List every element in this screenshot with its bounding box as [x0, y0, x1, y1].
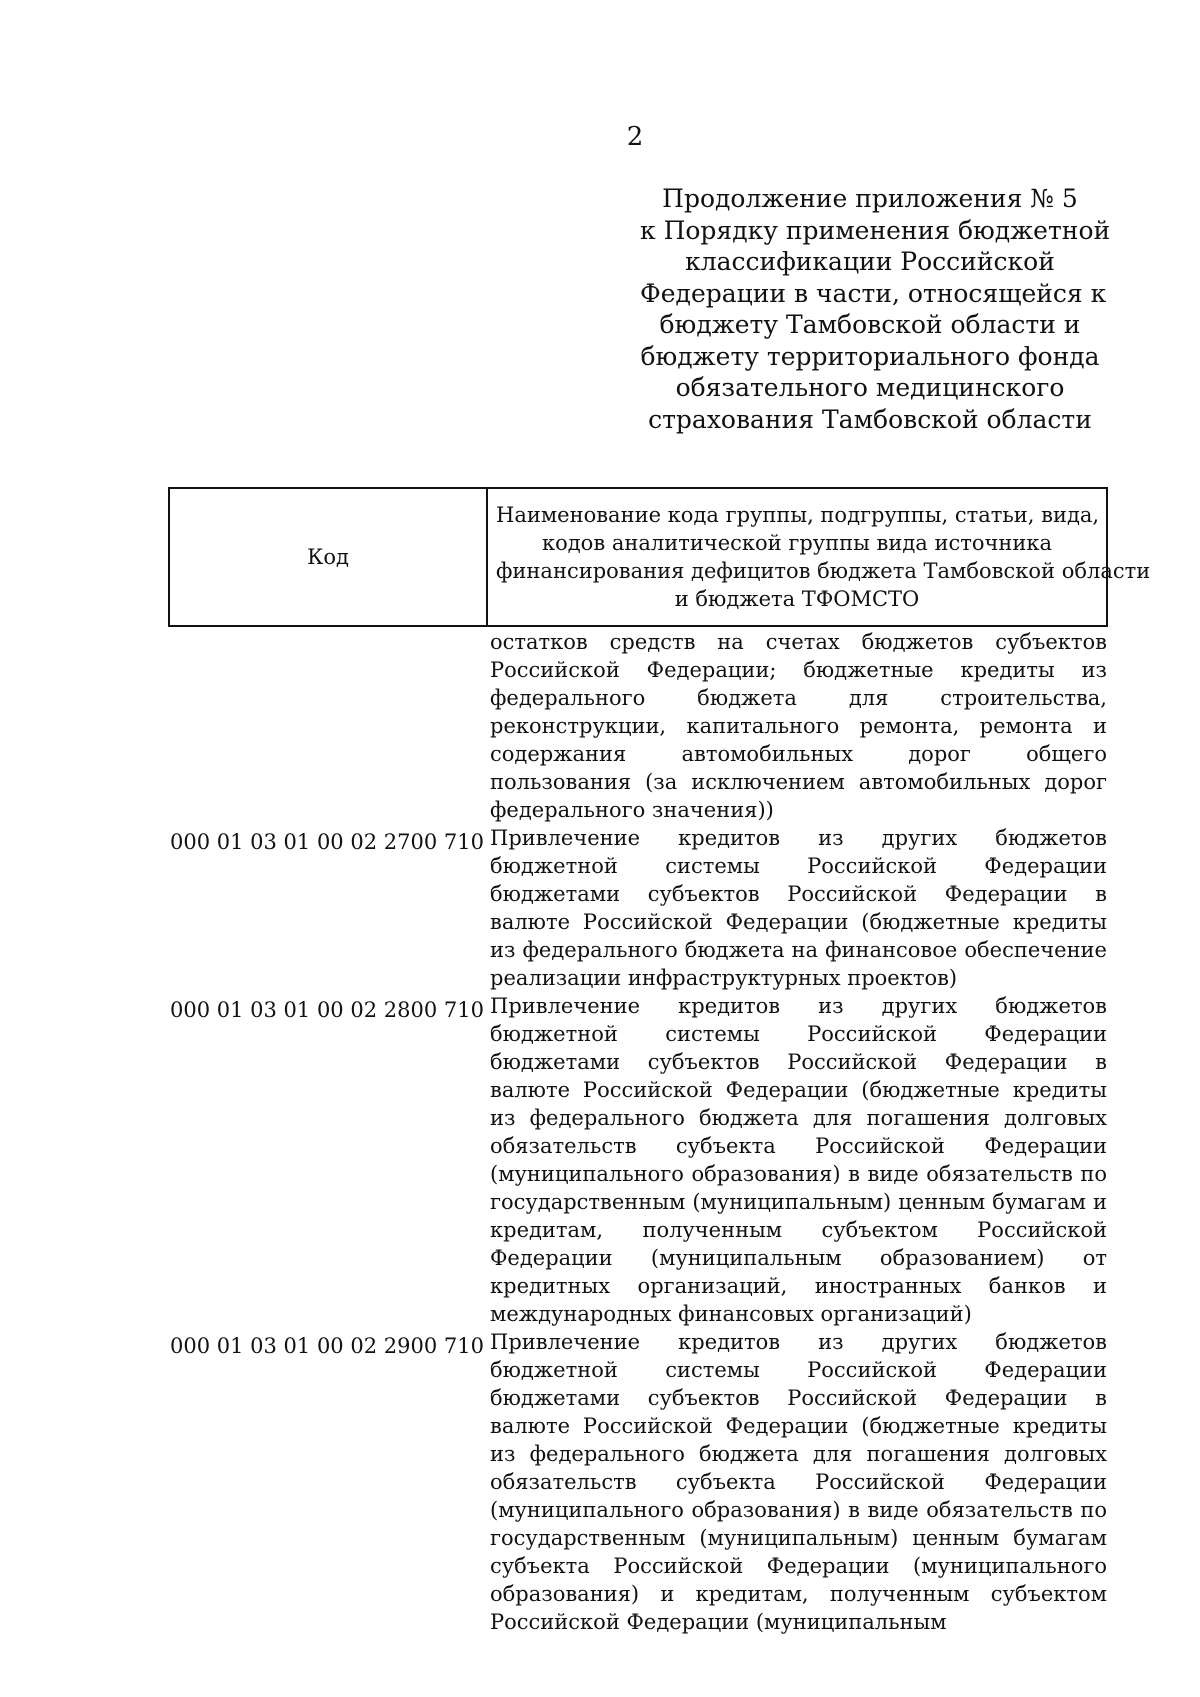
table-body — [170, 628, 1110, 1636]
row-description: Привлечение кредитов из других бюджетов бюджетной системы Российской Федерации бюджетами субъектов Российской Федерации в валюте Российской Федерации (бюджетные кредиты из федерального бюджета для погашения долговых обязательств субъекта Российской Федерации (муниципального образования) в виде обязательств по государственным (муниципальным) ценным бумагам и кредитам, полученным субъектом Российской Федерации (муниципальным образованием) от кредитных организаций, иностранных банков и международных финансовых организаций) — [490, 994, 1107, 1326]
codes-table-header — [168, 487, 1151, 627]
table-row — [170, 824, 1110, 992]
row-code: 000 01 03 01 00 02 2700 710 — [170, 830, 484, 854]
column-header-name-line: финансирования дефицитов бюджета Тамбовской области — [496, 559, 1151, 583]
appendix-header-line: к Порядку применения бюджетной — [640, 215, 1111, 245]
column-header-code: Код — [169, 488, 487, 626]
appendix-header-line: Продолжение приложения № 5 — [662, 184, 1078, 213]
row-code — [170, 628, 490, 632]
table-row — [170, 628, 1110, 824]
table-row — [170, 992, 1110, 1328]
appendix-header-line: бюджету территориального фонда — [640, 341, 1100, 371]
appendix-header-line: классификации Российской — [685, 247, 1055, 276]
row-description: остатков средств на счетах бюджетов субъектов Российской Федерации; бюджетные кредиты из федерального бюджета для строительства, реконструкции, капитального ремонта, ремонта и содержания автомобильных дорог общего пользования (за исключением автомобильных дорог федерального значения)) — [490, 630, 1107, 822]
column-header-name — [487, 488, 1151, 626]
appendix-header-line: обязательного медицинского — [675, 373, 1065, 402]
appendix-header-line: бюджету Тамбовской области и — [659, 310, 1081, 339]
row-description: Привлечение кредитов из других бюджетов бюджетной системы Российской Федерации бюджетами субъектов Российской Федерации в валюте Российской Федерации (бюджетные кредиты из федерального бюджета для погашения долговых обязательств субъекта Российской Федерации (муниципального образования) в виде обязательств по государственным (муниципальным) ценным бумагам субъекта Российской Федерации (муниципального образования) и кредитам, полученным субъектом Российской Федерации (муниципальным — [490, 1330, 1107, 1634]
row-code: 000 01 03 01 00 02 2800 710 — [170, 998, 484, 1022]
row-description: Привлечение кредитов из других бюджетов бюджетной системы Российской Федерации бюджетами субъектов Российской Федерации в валюте Российской Федерации (бюджетные кредиты из федерального бюджета на финансовое обеспечение реализации инфраструктурных проектов) — [490, 826, 1107, 990]
column-header-name-line: и бюджета ТФОМСТО — [674, 587, 920, 611]
column-header-name-line: Наименование кода группы, подгруппы, статьи, вида, — [496, 503, 1100, 527]
appendix-header — [640, 183, 1111, 435]
page-number: 2 — [626, 122, 644, 152]
appendix-header-line: Федерации в части, относящейся к — [640, 278, 1107, 308]
row-code: 000 01 03 01 00 02 2900 710 — [170, 1334, 484, 1358]
column-header-name-line: кодов аналитической группы вида источника — [541, 531, 1052, 555]
table-row — [170, 1328, 1110, 1636]
appendix-header-line: страхования Тамбовской области — [648, 404, 1092, 434]
